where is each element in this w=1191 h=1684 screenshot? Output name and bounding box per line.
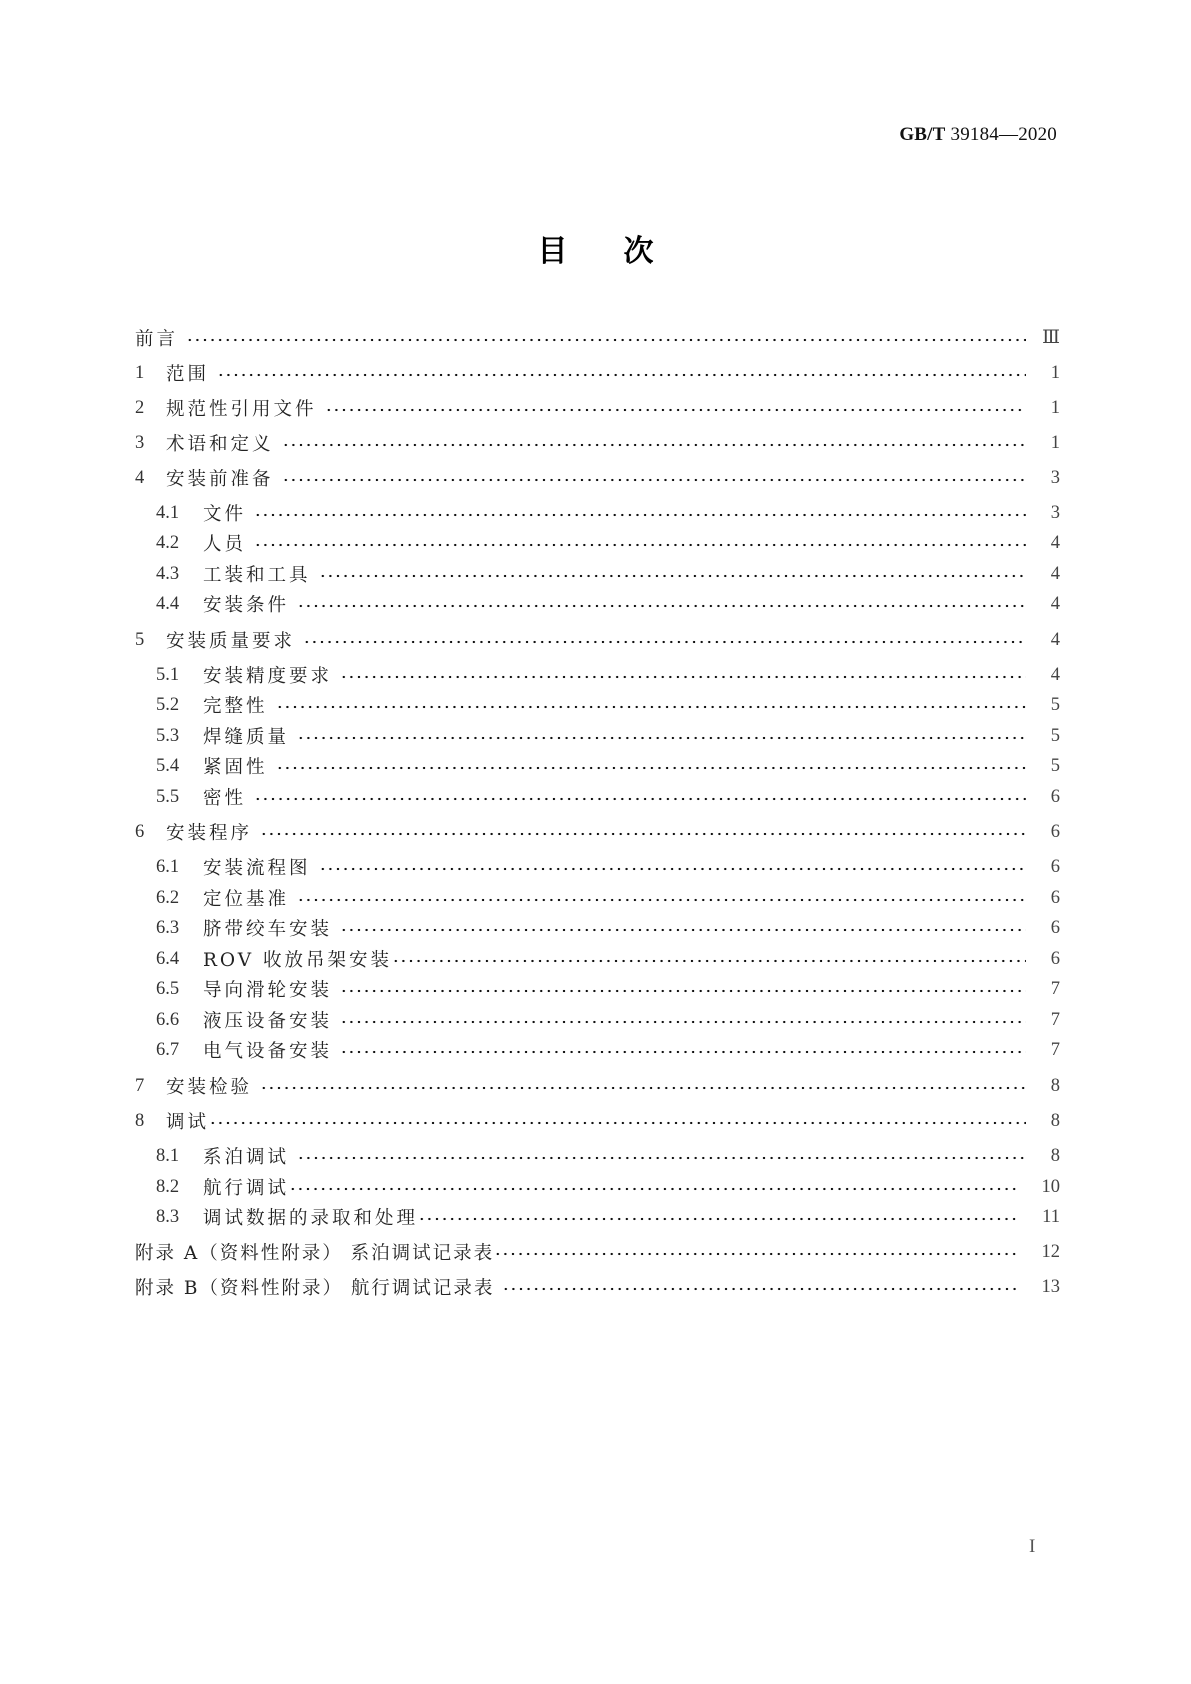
toc-entry-page: 5 [1050,755,1060,776]
dot-leader [297,898,1026,902]
toc-entry-page: 1 [1050,432,1060,453]
dot-leader [254,513,1026,517]
dot-leader [325,408,1026,412]
toc-entry-number: 8.3 [156,1206,180,1227]
dot-leader [260,832,1026,836]
toc-entry-title: 前言 [135,329,179,350]
toc-entry-title: 完整性 [203,696,268,717]
toc-entry-page: 1 [1050,397,1060,418]
toc-entry-number: 4 [135,467,145,488]
toc-entry[interactable] [156,854,1060,880]
dot-leader [340,675,1026,679]
toc-entry-number: 8 [135,1110,145,1131]
toc-entry-title: 人员 [203,534,247,555]
toc-entry[interactable] [135,395,1060,421]
toc-entry-page: 6 [1050,887,1060,908]
toc-entry[interactable] [135,819,1060,845]
toc-entry-page: 6 [1050,821,1060,842]
dot-leader [340,1050,1026,1054]
toc-entry[interactable] [156,1174,1060,1200]
dot-leader [282,443,1026,447]
toc-entry-page: 6 [1050,917,1060,938]
toc-entry-title: 电气设备安装 [203,1041,333,1062]
toc-entry-page: 8 [1050,1110,1060,1131]
dot-leader [340,989,1026,993]
toc-entry[interactable] [156,561,1060,587]
toc-entry-page: Ⅲ [1042,328,1060,348]
toc-entry-page: 4 [1050,629,1060,650]
toc-entry-number: 6 [135,821,145,842]
toc-entry-number: 6.4 [156,948,180,969]
toc-entry-page: 6 [1050,948,1060,969]
toc-entry-number: 6.7 [156,1039,180,1060]
toc-entry-title: 脐带绞车安装 [203,919,333,940]
toc-entry-page: 5 [1050,694,1060,715]
toc-entry-number: 6.6 [156,1009,180,1030]
toc-entry[interactable] [156,1037,1060,1063]
toc-entry-title: ROV 收放吊架安装 [203,950,393,971]
toc-entry-number: 6.1 [156,856,180,877]
toc-entry-number: 6.2 [156,887,180,908]
toc-entry-title: 定位基准 [203,889,290,910]
toc-entry-number: 5 [135,629,145,650]
toc-entry-page: 10 [1041,1176,1060,1197]
toc-entry-title: 安装检验 [166,1077,253,1098]
dot-leader [297,1156,1026,1160]
dot-leader [186,338,1026,342]
toc-entry[interactable] [156,885,1060,911]
standard-code: GB/T [899,124,946,145]
toc-entry-title: 航行调试 [203,1178,290,1199]
dot-leader [217,373,1026,377]
dot-leader [303,640,1026,644]
toc-entry[interactable] [156,1007,1060,1033]
toc-entry-page: 3 [1050,467,1060,488]
toc-entry-title: 密性 [203,788,247,809]
toc-entry-title: 安装流程图 [203,858,311,879]
toc-entry[interactable] [156,784,1060,810]
toc-entry[interactable] [135,1108,1060,1134]
toc-entry[interactable] [135,1274,1060,1300]
toc-entry-page: 3 [1050,502,1060,523]
toc-entry-page: 4 [1050,563,1060,584]
toc-entry-page: 7 [1050,1009,1060,1030]
toc-entry-title: 安装精度要求 [203,666,333,687]
toc-entry-title: 调试 [166,1112,210,1133]
toc-entry-number: 5.2 [156,694,180,715]
toc-entry-number: 2 [135,397,145,418]
toc-entry[interactable] [135,627,1060,653]
toc-entry-page: 7 [1050,978,1060,999]
toc-entry-page: 1 [1050,362,1060,383]
toc-entry-number: 4.1 [156,502,180,523]
toc-entry-number: 7 [135,1075,145,1096]
toc-entry-title: 液压设备安装 [203,1011,333,1032]
toc-entry-page: 8 [1050,1075,1060,1096]
standard-serial: 39184—2020 [950,124,1057,145]
toc-entry[interactable] [156,500,1060,526]
dot-leader [319,867,1026,871]
toc-entry-number: 5.3 [156,725,180,746]
toc-entry-title: 调试数据的录取和处理 [203,1208,419,1229]
page-title: 目次 [537,234,710,269]
toc-entry-page: 12 [1041,1241,1060,1262]
dot-leader [209,1121,1026,1125]
toc-entry-title: 导向滑轮安装 [203,980,333,1001]
toc-entry-number: 4.2 [156,532,180,553]
toc-entry[interactable] [135,430,1060,456]
toc-entry-title: 文件 [203,504,247,525]
toc-entry-number: 8.2 [156,1176,180,1197]
dot-leader [297,604,1026,608]
dot-leader [502,1287,1016,1291]
toc-entry-title: 安装前准备 [166,469,274,490]
toc-entry-number: 8.1 [156,1145,180,1166]
standard-number [899,124,1057,146]
toc-entry[interactable] [135,360,1060,386]
dot-leader [260,1086,1026,1090]
toc-entry-page: 8 [1050,1145,1060,1166]
toc-entry-title: 安装条件 [203,595,290,616]
toc-entry-title: 安装质量要求 [166,631,296,652]
toc-entry-title: 紧固性 [203,757,268,778]
toc-entry[interactable] [156,753,1060,779]
toc-entry-title: 术语和定义 [166,434,274,455]
dot-leader [289,1187,1016,1191]
toc-entry-title: 范围 [166,364,210,385]
toc-entry[interactable] [135,1239,1060,1265]
toc-entry-page: 6 [1050,856,1060,877]
dot-leader [254,797,1026,801]
toc-entry[interactable] [156,915,1060,941]
toc-entry-number: 5.4 [156,755,180,776]
toc-entry[interactable] [156,946,1060,972]
toc-entry-title: 附录 B（资料性附录） 航行调试记录表 [135,1278,495,1299]
toc-entry-page: 4 [1050,593,1060,614]
toc-entry-number: 1 [135,362,145,383]
page-number: I [1029,1536,1036,1557]
toc-entry-title: 规范性引用文件 [166,399,317,420]
toc-entry-page: 7 [1050,1039,1060,1060]
toc-entry[interactable] [156,1204,1060,1230]
toc-entry-number: 5.1 [156,664,180,685]
toc-entry-title: 安装程序 [166,823,253,844]
toc-entry-title: 工装和工具 [203,565,311,586]
dot-leader [392,959,1026,963]
dot-leader [276,705,1026,709]
toc-entry[interactable] [156,530,1060,556]
toc-entry-title: 焊缝质量 [203,727,290,748]
dot-leader [494,1252,1016,1256]
toc-entry-title: 系泊调试 [203,1147,290,1168]
toc-entry-number: 6.3 [156,917,180,938]
dot-leader [340,928,1026,932]
toc-entry-number: 4.4 [156,593,180,614]
dot-leader [319,574,1026,578]
toc-entry-number: 3 [135,432,145,453]
toc-entry-number: 4.3 [156,563,180,584]
dot-leader [276,766,1026,770]
toc-entry[interactable] [156,723,1060,749]
toc-entry-number: 6.5 [156,978,180,999]
dot-leader [282,478,1026,482]
toc-entry[interactable] [156,662,1060,688]
dot-leader [254,543,1026,547]
toc-entry-page: 4 [1050,664,1060,685]
toc-entry[interactable] [135,325,1060,351]
toc-entry-number: 5.5 [156,786,180,807]
dot-leader [418,1217,1016,1221]
toc-entry-page: 5 [1050,725,1060,746]
toc-entry-page: 13 [1041,1276,1060,1297]
toc-entry[interactable] [156,591,1060,617]
toc-entry-page: 6 [1050,786,1060,807]
dot-leader [340,1020,1026,1024]
toc-entry[interactable] [156,1143,1060,1169]
toc-entry[interactable] [135,1073,1060,1099]
toc-entry[interactable] [156,976,1060,1002]
toc-entry[interactable] [135,465,1060,491]
toc-entry-page: 4 [1050,532,1060,553]
toc-entry-page: 11 [1042,1206,1060,1227]
toc-entry[interactable] [156,692,1060,718]
toc-entry-title: 附录 A（资料性附录） 系泊调试记录表 [135,1243,495,1264]
dot-leader [297,736,1026,740]
